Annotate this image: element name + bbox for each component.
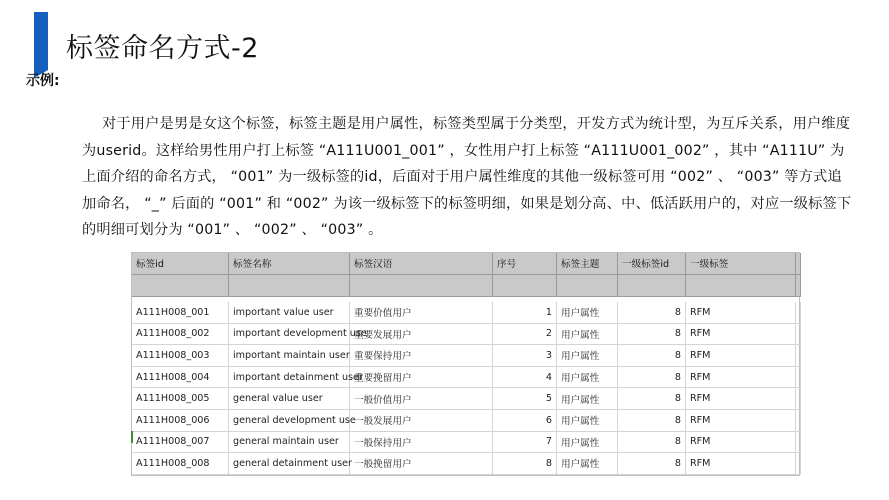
cell-tag-chinese: 一般价值用户 [350, 388, 493, 410]
table-row [132, 410, 801, 432]
cell-tag-name: important maintain user [229, 345, 350, 367]
cell-tag-theme: 用户属性 [557, 345, 618, 367]
table-row [132, 345, 801, 367]
cell-level1-id: 8 [618, 432, 686, 454]
table-row [132, 432, 801, 454]
cell-tag-theme: 用户属性 [557, 302, 618, 324]
cell-tag-id: A111H008_001 [132, 302, 229, 324]
spacer-cell [493, 275, 557, 297]
table-header-row [132, 253, 801, 275]
cell-tag-chinese: 一般保持用户 [350, 432, 493, 454]
cell-tag-id: A111H008_003 [132, 345, 229, 367]
cell-tag-theme: 用户属性 [557, 367, 618, 389]
cell-tag-id: A111H008_002 [132, 324, 229, 346]
cell-seq: 6 [493, 410, 557, 432]
cell-tag-chinese: 重要发展用户 [350, 324, 493, 346]
cell-seq: 2 [493, 324, 557, 346]
cell-seq: 5 [493, 388, 557, 410]
spacer-cell [618, 275, 686, 297]
header-filler [796, 253, 801, 275]
row-filler [796, 453, 801, 475]
spacer-cell [796, 275, 801, 297]
cell-selection-mark [131, 431, 133, 443]
cell-tag-name: important detainment user [229, 367, 350, 389]
cell-tag-id: A111H008_007 [132, 432, 229, 454]
cell-level1-tag: RFM [686, 367, 796, 389]
header-seq: 序号 [493, 253, 557, 275]
row-filler [796, 388, 801, 410]
cell-tag-theme: 用户属性 [557, 432, 618, 454]
example-label: 示例: [26, 73, 60, 89]
cell-level1-id: 8 [618, 367, 686, 389]
header-level1-id: 一级标签id [618, 253, 686, 275]
cell-seq: 4 [493, 367, 557, 389]
table-header-spacer-row [132, 275, 801, 297]
table-row [132, 367, 801, 389]
cell-seq: 7 [493, 432, 557, 454]
cell-level1-tag: RFM [686, 324, 796, 346]
cell-tag-id: A111H008_005 [132, 388, 229, 410]
spacer-cell [229, 275, 350, 297]
cell-level1-id: 8 [618, 453, 686, 475]
cell-tag-chinese: 重要保持用户 [350, 345, 493, 367]
tag-table [131, 252, 800, 476]
cell-tag-theme: 用户属性 [557, 388, 618, 410]
cell-level1-id: 8 [618, 324, 686, 346]
cell-level1-tag: RFM [686, 432, 796, 454]
row-filler [796, 324, 801, 346]
header-tag-id: 标签id [132, 253, 229, 275]
row-filler [796, 410, 801, 432]
cell-seq: 8 [493, 453, 557, 475]
cell-tag-chinese: 重要价值用户 [350, 302, 493, 324]
row-filler [796, 345, 801, 367]
slide-title: 标签命名方式-2 [66, 33, 259, 64]
cell-level1-tag: RFM [686, 453, 796, 475]
cell-level1-tag: RFM [686, 302, 796, 324]
spacer-cell [557, 275, 618, 297]
cell-tag-theme: 用户属性 [557, 324, 618, 346]
row-filler [796, 367, 801, 389]
cell-tag-id: A111H008_008 [132, 453, 229, 475]
cell-tag-name: important development use [229, 324, 350, 346]
table-row [132, 388, 801, 410]
table-row [132, 302, 801, 324]
spacer-cell [686, 275, 796, 297]
row-filler [796, 302, 801, 324]
table-row [132, 324, 801, 346]
cell-level1-tag: RFM [686, 345, 796, 367]
table-row [132, 453, 801, 475]
cell-level1-id: 8 [618, 302, 686, 324]
row-filler [796, 432, 801, 454]
cell-tag-chinese: 一般挽留用户 [350, 453, 493, 475]
cell-tag-name: important value user [229, 302, 350, 324]
spacer-cell [132, 275, 229, 297]
cell-tag-theme: 用户属性 [557, 453, 618, 475]
cell-tag-id: A111H008_006 [132, 410, 229, 432]
header-tag-chinese: 标签汉语 [350, 253, 493, 275]
cell-tag-id: A111H008_004 [132, 367, 229, 389]
cell-tag-name: general detainment user [229, 453, 350, 475]
cell-tag-chinese: 重要挽留用户 [350, 367, 493, 389]
cell-tag-chinese: 一般发展用户 [350, 410, 493, 432]
cell-tag-name: general maintain user [229, 432, 350, 454]
description-paragraph: 对于用户是男是女这个标签，标签主题是用户属性，标签类型属于分类型，开发方式为统计型，为互斥关系，用户维度为userid。这样给男性用户打上标签 “A111U001_001” ，女性用户打上标签 “A111U001_002” ，其中 “A111U” 为上面介绍的命名方式， “001” 为一级标签的id，后面对于用户属性维度的其他一级标签可用 “002” 、 “003” 等方式追加命名， “_” 后面的 “001” 和 “002” 为该一级标签下的标签明细，如果是划分高、中、低活跃用户的，对应一级标签下的明细可划分为 “001” 、 “002” 、 “003” 。 [82, 116, 852, 238]
cell-tag-name: general value user [229, 388, 350, 410]
cell-tag-theme: 用户属性 [557, 410, 618, 432]
header-tag-name: 标签名称 [229, 253, 350, 275]
cell-level1-id: 8 [618, 410, 686, 432]
cell-seq: 1 [493, 302, 557, 324]
cell-level1-tag: RFM [686, 388, 796, 410]
cell-level1-id: 8 [618, 345, 686, 367]
spacer-cell [350, 275, 493, 297]
header-tag-theme: 标签主题 [557, 253, 618, 275]
cell-level1-tag: RFM [686, 410, 796, 432]
cell-level1-id: 8 [618, 388, 686, 410]
cell-seq: 3 [493, 345, 557, 367]
title-accent-bar [34, 12, 48, 70]
cell-tag-name: general development use [229, 410, 350, 432]
header-level1-tag: 一级标签 [686, 253, 796, 275]
